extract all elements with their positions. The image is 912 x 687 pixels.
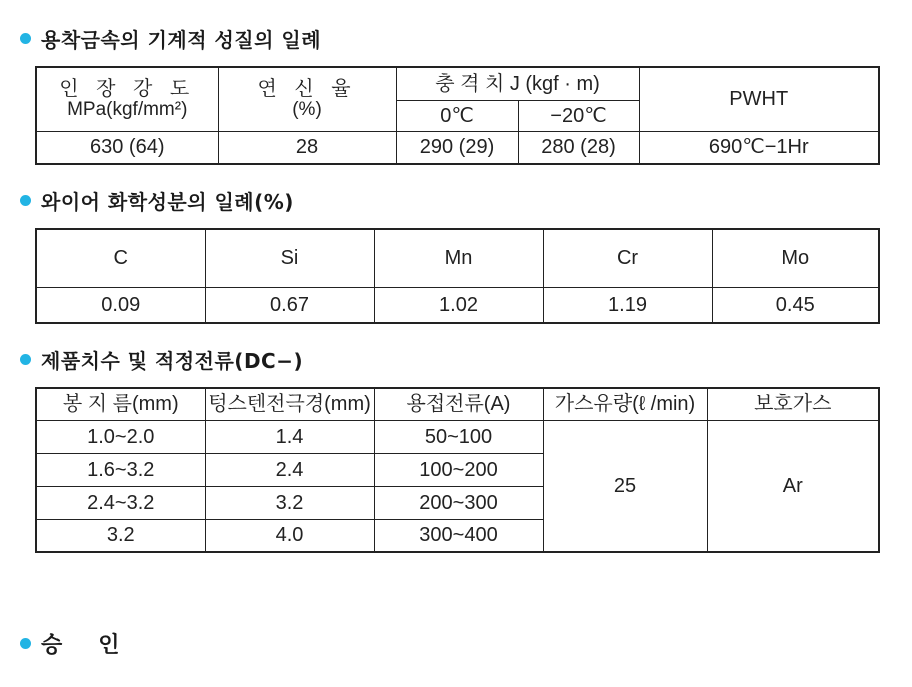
- mechanical-section-title: [20, 24, 321, 53]
- dimensions-section-title: [20, 345, 303, 374]
- chemical-composition-table: [35, 228, 880, 324]
- impact-minus20c-header: −20℃: [518, 100, 639, 131]
- bullet-icon: [20, 195, 31, 206]
- current-cell: 300~400: [374, 519, 543, 552]
- current-cell: 50~100: [374, 420, 543, 453]
- shield-gas-value: Ar: [707, 420, 879, 552]
- electrode-cell: 4.0: [205, 519, 374, 552]
- element-header-mn: Mn: [374, 229, 543, 287]
- element-header-si: Si: [205, 229, 374, 287]
- mechanical-properties-table: [35, 66, 880, 165]
- elongation-value: 28: [218, 131, 396, 164]
- electrode-cell: 2.4: [205, 453, 374, 486]
- pwht-value: 690℃−1Hr: [639, 131, 879, 164]
- element-header-cr: Cr: [543, 229, 712, 287]
- tensile-header-label: 인 장 강 도: [59, 77, 196, 100]
- element-header-c: C: [36, 229, 205, 287]
- impact-0c-header: 0℃: [396, 100, 518, 131]
- bullet-icon: [20, 638, 31, 649]
- mechanical-title-text: 용착금속의 기계적 성질의 일례: [41, 28, 322, 52]
- chemical-section-title: [20, 186, 294, 215]
- bullet-icon: [20, 33, 31, 44]
- tensile-header-unit: MPa(kgf/mm²): [67, 98, 188, 120]
- tensile-header: [36, 67, 218, 131]
- elongation-header-unit: (%): [292, 98, 322, 120]
- rod-diameter-cell: 3.2: [36, 519, 205, 552]
- dimensions-current-table: [35, 387, 880, 553]
- rod-diameter-cell: 1.6~3.2: [36, 453, 205, 486]
- electrode-cell: 3.2: [205, 486, 374, 519]
- elongation-header: [218, 67, 396, 131]
- chemical-title-text: 와이어 화학성분의 일례(%): [41, 190, 294, 214]
- tensile-value: 630 (64): [36, 131, 218, 164]
- dimensions-title-text: 제품치수 및 적정전류(DC−): [41, 349, 304, 373]
- approval-title-part2: 인: [98, 633, 120, 658]
- electrode-cell: 1.4: [205, 420, 374, 453]
- approval-title-part1: 승: [41, 633, 63, 658]
- element-value-c: 0.09: [36, 287, 205, 323]
- tungsten-electrode-header: 텅스텐전극경(mm): [205, 388, 374, 420]
- bullet-icon: [20, 354, 31, 365]
- shield-gas-header: 보호가스: [707, 388, 879, 420]
- gas-flow-header: 가스유량(ℓ /min): [543, 388, 707, 420]
- element-value-mn: 1.02: [374, 287, 543, 323]
- approval-section-title: [20, 628, 120, 659]
- rod-diameter-cell: 1.0~2.0: [36, 420, 205, 453]
- welding-current-header: 용접전류(A): [374, 388, 543, 420]
- pwht-header: PWHT: [639, 67, 879, 131]
- element-value-mo: 0.45: [712, 287, 879, 323]
- current-cell: 100~200: [374, 453, 543, 486]
- element-value-cr: 1.19: [543, 287, 712, 323]
- rod-diameter-cell: 2.4~3.2: [36, 486, 205, 519]
- element-value-si: 0.67: [205, 287, 374, 323]
- impact-header: 충 격 치 J (kgf · m): [396, 67, 639, 100]
- rod-diameter-header: 봉 지 름(mm): [36, 388, 205, 420]
- table-row: [36, 420, 879, 453]
- current-cell: 200~300: [374, 486, 543, 519]
- element-header-mo: Mo: [712, 229, 879, 287]
- elongation-header-label: 연 신 율: [257, 77, 357, 100]
- impact-0c-value: 290 (29): [396, 131, 518, 164]
- gas-flow-value: 25: [543, 420, 707, 552]
- impact-minus20c-value: 280 (28): [518, 131, 639, 164]
